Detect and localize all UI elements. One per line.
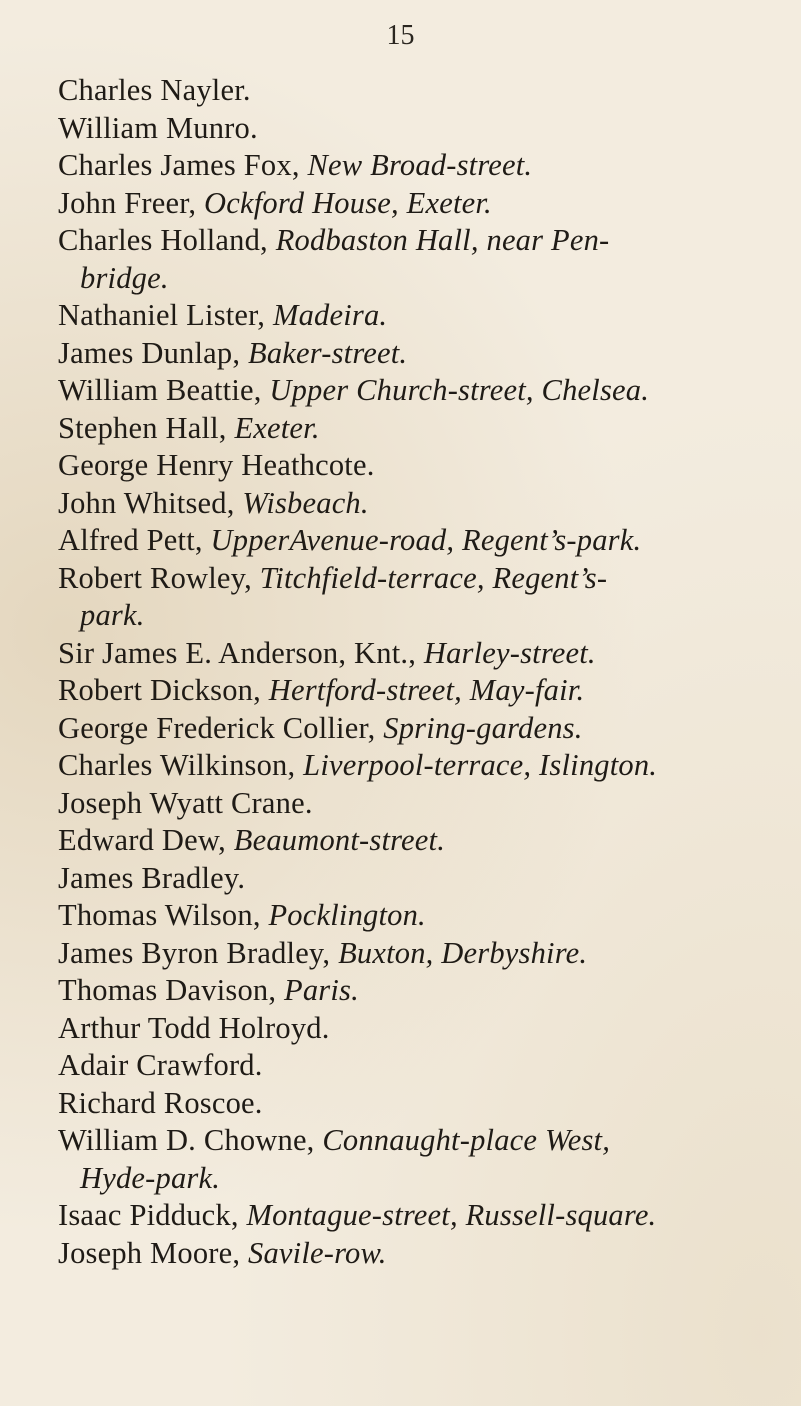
list-item (58, 635, 798, 673)
entry-name: John Freer, (58, 185, 205, 220)
list-item (58, 860, 798, 898)
list-item (58, 1235, 798, 1273)
entry-address: Paris. (284, 973, 359, 1007)
entry-name: Joseph Moore, (58, 1235, 249, 1270)
entry-address: Upper Church-street, Chelsea. (269, 373, 650, 407)
entry-name: Adair Crawford. (58, 1048, 263, 1082)
entry-name: Edward Dew, (58, 823, 234, 857)
list-item (58, 297, 798, 335)
entry-name: Arthur Todd Holroyd. (58, 1010, 330, 1045)
entry-address-continuation: bridge. (80, 260, 169, 295)
list-item (58, 1197, 798, 1235)
entry-name: John Whitsed, (58, 485, 243, 520)
entry-name: Charles Holland, (58, 223, 276, 257)
list-item (58, 560, 798, 635)
entry-name: Robert Rowley, (58, 560, 260, 595)
entry-address: New Broad-street. (307, 148, 533, 182)
list-item (58, 972, 798, 1010)
entry-name: William Beattie, (58, 373, 270, 407)
entry-name: Charles James Fox, (58, 148, 308, 182)
list-item (58, 335, 798, 373)
entry-address: Savile-row. (248, 1235, 387, 1270)
entry-address: Liverpool-terrace, Islington. (303, 748, 658, 782)
list-item (58, 410, 798, 448)
list-item (58, 710, 798, 748)
list-item (58, 1122, 798, 1197)
entry-name: George Frederick Collier, (58, 710, 384, 745)
entry-name: James Bradley. (58, 860, 246, 895)
entry-address: Spring-gardens. (383, 710, 583, 745)
list-item (58, 1010, 798, 1048)
entry-name: George Henry Heathcote. (58, 448, 375, 482)
entry-address: UpperAvenue-road, Regent’s-park. (210, 523, 642, 557)
entry-name: James Byron Bradley, (58, 935, 339, 970)
entry-address: Wisbeach. (242, 485, 369, 520)
entry-address: Harley-street. (423, 635, 596, 670)
entry-name: Charles Nayler. (58, 73, 251, 107)
entry-name: Thomas Wilson, (58, 898, 269, 932)
list-item (58, 372, 798, 410)
entry-address: Madeira. (272, 298, 388, 332)
list-item (58, 222, 798, 297)
entry-name: Alfred Pett, (58, 523, 211, 557)
entry-address: Buxton, Derbyshire. (338, 935, 588, 970)
entry-address: Baker-street. (248, 335, 408, 370)
entry-address: Exeter. (234, 410, 320, 445)
list-item (58, 522, 798, 560)
list-item (58, 185, 798, 223)
page-number: 15 (386, 20, 415, 51)
entry-name: Charles Wilkinson, (58, 748, 304, 782)
entry-name: Thomas Davison, (58, 973, 284, 1007)
entry-address: Montague-street, Russell-square. (246, 1198, 657, 1232)
entry-name: William Munro. (58, 110, 258, 145)
list-item (58, 672, 798, 710)
list-item (58, 785, 798, 823)
entry-address-continuation: park. (80, 598, 145, 632)
entry-address-continuation: Hyde-park. (80, 1160, 221, 1195)
list-item (58, 897, 798, 935)
list-item (58, 1047, 798, 1085)
entry-name: Sir James E. Anderson, Knt., (58, 635, 424, 670)
entry-address: Ockford House, Exeter. (204, 185, 492, 220)
list-item (58, 935, 798, 973)
entry-name: Stephen Hall, (58, 410, 235, 445)
entry-name: Richard Roscoe. (58, 1085, 263, 1120)
entry-address: Hertford-street, May-fair. (268, 673, 585, 707)
entry-name: Nathaniel Lister, (58, 298, 273, 332)
list-item (58, 1085, 798, 1123)
entry-name: James Dunlap, (58, 335, 248, 370)
entry-address: Beaumont-street. (233, 823, 446, 857)
list-item (58, 822, 798, 860)
entry-name: Robert Dickson, (58, 673, 269, 707)
list-item (58, 747, 798, 785)
entry-address: Connaught-place West, (322, 1123, 611, 1157)
list-item (58, 447, 798, 485)
entry-name: Isaac Pidduck, (58, 1198, 247, 1232)
entry-address: Titchfield-terrace, Regent’s- (259, 560, 608, 595)
entry-address: Pocklington. (268, 898, 426, 932)
list-item (58, 147, 798, 185)
list-item (58, 72, 798, 110)
entry-address: Rodbaston Hall, near Pen- (275, 223, 610, 257)
subscriber-list (58, 72, 798, 1272)
entry-name: William D. Chowne, (58, 1123, 323, 1157)
list-item (58, 110, 798, 148)
entry-name: Joseph Wyatt Crane. (58, 785, 313, 820)
list-item (58, 485, 798, 523)
